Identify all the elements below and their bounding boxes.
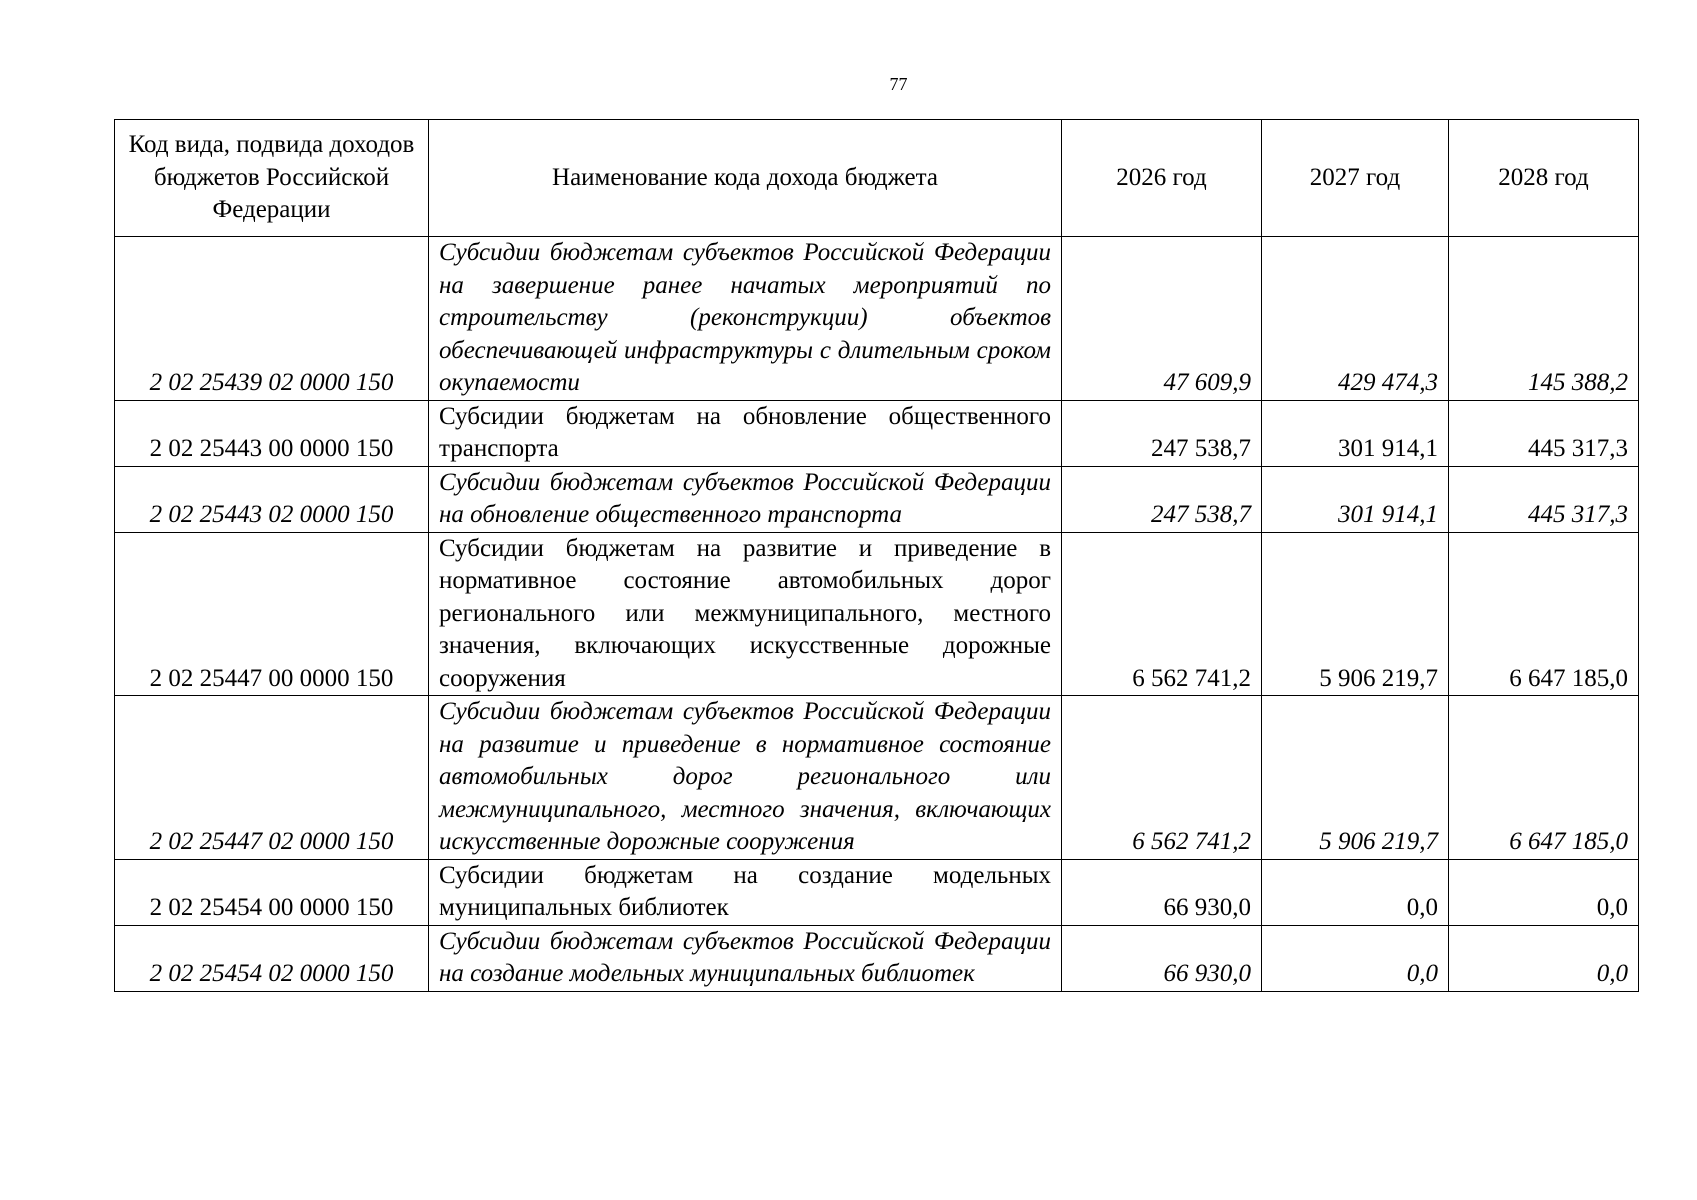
amount-2028: 0,0: [1449, 925, 1639, 991]
amount-2026: 66 930,0: [1062, 859, 1262, 925]
revenue-name: Субсидии бюджетам на создание модельных муниципальных библиотек: [429, 859, 1062, 925]
revenue-code: 2 02 25443 00 0000 150: [115, 400, 429, 466]
amount-2026: 247 538,7: [1062, 400, 1262, 466]
revenue-name: Субсидии бюджетам на обновление общественного транспорта: [429, 400, 1062, 466]
revenue-code: 2 02 25454 00 0000 150: [115, 859, 429, 925]
amount-2028: 0,0: [1449, 859, 1639, 925]
header-code: Код вида, подвида доходов бюджетов Российской Федерации: [115, 120, 429, 237]
revenue-code: 2 02 25447 02 0000 150: [115, 696, 429, 860]
amount-2028: 6 647 185,0: [1449, 532, 1639, 696]
revenue-name: Субсидии бюджетам субъектов Российской Федерации на завершение ранее начатых мероприятий по строительству (реконструкции) объектов обеспечивающей инфраструктуры с длительным сроком окупаемости: [429, 237, 1062, 401]
amount-2027: 0,0: [1262, 925, 1449, 991]
revenue-code: 2 02 25443 02 0000 150: [115, 466, 429, 532]
amount-2027: 5 906 219,7: [1262, 696, 1449, 860]
table-row: [115, 925, 1639, 991]
revenue-name: Субсидии бюджетам на развитие и приведение в нормативное состояние автомобильных дорог регионального или межмуниципального, местного значения, включающих искусственные дорожные сооружения: [429, 532, 1062, 696]
amount-2027: 301 914,1: [1262, 466, 1449, 532]
header-year-2027: 2027 год: [1262, 120, 1449, 237]
amount-2028: 445 317,3: [1449, 466, 1639, 532]
revenue-name: Субсидии бюджетам субъектов Российской Федерации на обновление общественного транспорта: [429, 466, 1062, 532]
table-header-row: [115, 120, 1639, 237]
header-year-2028: 2028 год: [1449, 120, 1639, 237]
amount-2027: 301 914,1: [1262, 400, 1449, 466]
revenue-code: 2 02 25447 00 0000 150: [115, 532, 429, 696]
table-row: [115, 466, 1639, 532]
amount-2026: 6 562 741,2: [1062, 696, 1262, 860]
revenue-name: Субсидии бюджетам субъектов Российской Федерации на развитие и приведение в нормативное состояние автомобильных дорог регионального или межмуниципального, местного значения, включающих искусственные дорожные сооружения: [429, 696, 1062, 860]
amount-2027: 429 474,3: [1262, 237, 1449, 401]
amount-2026: 47 609,9: [1062, 237, 1262, 401]
header-name: Наименование кода дохода бюджета: [429, 120, 1062, 237]
budget-revenue-table: [114, 119, 1639, 992]
amount-2026: 247 538,7: [1062, 466, 1262, 532]
revenue-code: 2 02 25454 02 0000 150: [115, 925, 429, 991]
table-row: [115, 696, 1639, 860]
amount-2027: 0,0: [1262, 859, 1449, 925]
amount-2026: 66 930,0: [1062, 925, 1262, 991]
amount-2028: 145 388,2: [1449, 237, 1639, 401]
amount-2028: 445 317,3: [1449, 400, 1639, 466]
revenue-code: 2 02 25439 02 0000 150: [115, 237, 429, 401]
amount-2026: 6 562 741,2: [1062, 532, 1262, 696]
table-row: [115, 400, 1639, 466]
table-row: [115, 532, 1639, 696]
amount-2027: 5 906 219,7: [1262, 532, 1449, 696]
header-year-2026: 2026 год: [1062, 120, 1262, 237]
page-number: 77: [889, 74, 908, 94]
revenue-name: Субсидии бюджетам субъектов Российской Федерации на создание модельных муниципальных библиотек: [429, 925, 1062, 991]
table-row: [115, 859, 1639, 925]
table-body: [115, 237, 1639, 992]
amount-2028: 6 647 185,0: [1449, 696, 1639, 860]
table-row: [115, 237, 1639, 401]
